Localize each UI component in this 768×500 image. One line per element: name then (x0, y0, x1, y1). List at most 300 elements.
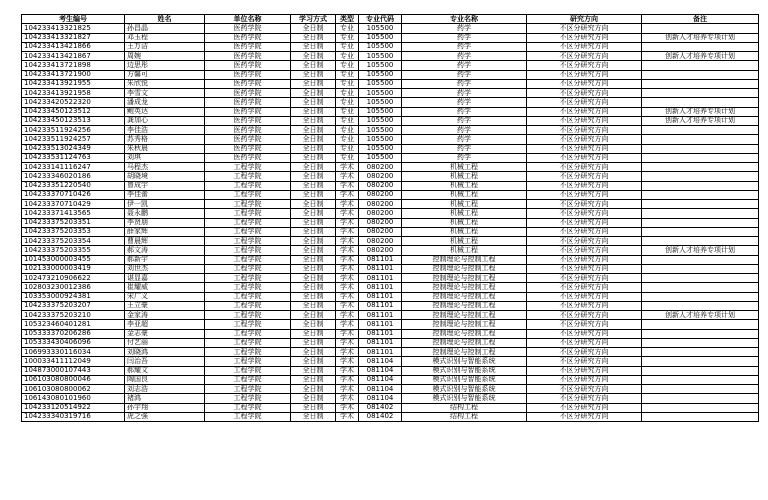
remarks-cell (642, 163, 759, 172)
unit-cell: 工程学院 (205, 274, 291, 283)
unit-cell: 工程学院 (205, 348, 291, 357)
type-cell: 专业 (336, 116, 359, 125)
major-name-cell: 结构工程 (402, 412, 527, 421)
unit-cell: 医药学院 (205, 153, 291, 162)
major-code-cell: 105500 (359, 61, 402, 70)
type-cell: 学术 (336, 320, 359, 329)
study-mode-cell: 全日制 (291, 98, 336, 107)
study-mode-cell: 全日制 (291, 394, 336, 403)
name-cell: 朱秋晨 (125, 144, 205, 153)
table-row (22, 172, 759, 181)
name-cell: 伊一凯 (125, 200, 205, 209)
name-cell: 苏秀格 (125, 135, 205, 144)
name-cell: 孙昌晶 (125, 24, 205, 33)
remarks-cell (642, 301, 759, 310)
major-name-cell: 机械工程 (402, 200, 527, 209)
unit-cell: 医药学院 (205, 79, 291, 88)
exam-id-cell: 104233413921955 (22, 79, 125, 88)
study-mode-cell: 全日制 (291, 181, 336, 190)
name-cell: 李雪文 (125, 89, 205, 98)
type-cell: 学术 (336, 227, 359, 236)
type-cell: 学术 (336, 357, 359, 366)
exam-id-cell: 102473210906622 (22, 274, 125, 283)
research-direction-cell: 不区分研究方向 (527, 33, 642, 42)
unit-cell: 工程学院 (205, 338, 291, 347)
name-cell: 曹晨辉 (125, 237, 205, 246)
unit-cell: 工程学院 (205, 218, 291, 227)
study-mode-cell: 全日制 (291, 24, 336, 33)
table-row (22, 98, 759, 107)
table-row (22, 301, 759, 310)
research-direction-cell: 不区分研究方向 (527, 403, 642, 412)
remarks-cell: 创新人才培养专项计划 (642, 246, 759, 255)
exam-id-cell: 104233413421867 (22, 52, 125, 61)
study-mode-cell: 全日制 (291, 172, 336, 181)
research-direction-cell: 不区分研究方向 (527, 61, 642, 70)
header-study-mode: 学习方式 (291, 15, 336, 24)
unit-cell: 医药学院 (205, 135, 291, 144)
name-cell: 刘志浩 (125, 385, 205, 394)
research-direction-cell: 不区分研究方向 (527, 385, 642, 394)
exam-id-cell: 104233413321827 (22, 33, 125, 42)
unit-cell: 医药学院 (205, 144, 291, 153)
major-name-cell: 模式识别与智能系统 (402, 385, 527, 394)
unit-cell: 医药学院 (205, 70, 291, 79)
type-cell: 学术 (336, 274, 359, 283)
research-direction-cell: 不区分研究方向 (527, 181, 642, 190)
table-row (22, 24, 759, 33)
exam-id-cell: 104233450123512 (22, 107, 125, 116)
study-mode-cell: 全日制 (291, 227, 336, 236)
study-mode-cell: 全日制 (291, 200, 336, 209)
unit-cell: 工程学院 (205, 311, 291, 320)
remarks-cell (642, 394, 759, 403)
research-direction-cell: 不区分研究方向 (527, 301, 642, 310)
unit-cell: 医药学院 (205, 42, 291, 51)
exam-id-cell: 104233351220540 (22, 181, 125, 190)
major-name-cell: 模式识别与智能系统 (402, 357, 527, 366)
exam-id-cell: 104233375203354 (22, 237, 125, 246)
table-row (22, 311, 759, 320)
name-cell: 鲍英达 (125, 107, 205, 116)
major-code-cell: 081104 (359, 366, 402, 375)
remarks-cell (642, 357, 759, 366)
exam-id-cell: 106143080101960 (22, 394, 125, 403)
major-code-cell: 081101 (359, 320, 402, 329)
study-mode-cell: 全日制 (291, 329, 336, 338)
research-direction-cell: 不区分研究方向 (527, 107, 642, 116)
exam-id-cell: 104233450123513 (22, 116, 125, 125)
major-name-cell: 机械工程 (402, 172, 527, 181)
study-mode-cell: 全日制 (291, 126, 336, 135)
name-cell: 郝文涛 (125, 246, 205, 255)
major-code-cell: 105500 (359, 33, 402, 42)
remarks-cell (642, 144, 759, 153)
unit-cell: 医药学院 (205, 107, 291, 116)
header-unit: 单位名称 (205, 15, 291, 24)
exam-id-cell: 105333430406096 (22, 338, 125, 347)
table-row (22, 79, 759, 88)
type-cell: 学术 (336, 172, 359, 181)
major-code-cell: 081402 (359, 412, 402, 421)
unit-cell: 医药学院 (205, 98, 291, 107)
admission-list-table (21, 14, 759, 422)
major-code-cell: 081101 (359, 283, 402, 292)
remarks-cell: 创新人才培养专项计划 (642, 33, 759, 42)
study-mode-cell: 全日制 (291, 338, 336, 347)
name-cell: 曾成宇 (125, 181, 205, 190)
remarks-cell (642, 200, 759, 209)
research-direction-cell: 不区分研究方向 (527, 98, 642, 107)
header-major-code: 专业代码 (359, 15, 402, 24)
type-cell: 学术 (336, 181, 359, 190)
unit-cell: 工程学院 (205, 237, 291, 246)
unit-cell: 工程学院 (205, 375, 291, 384)
major-code-cell: 105500 (359, 24, 402, 33)
type-cell: 学术 (336, 209, 359, 218)
major-code-cell: 081101 (359, 292, 402, 301)
remarks-cell: 创新人才培养专项计划 (642, 116, 759, 125)
major-name-cell: 药学 (402, 52, 527, 61)
header-row (22, 15, 759, 24)
type-cell: 学术 (336, 283, 359, 292)
major-name-cell: 药学 (402, 61, 527, 70)
table-row (22, 366, 759, 375)
name-cell: 崔耀威 (125, 283, 205, 292)
major-code-cell: 080200 (359, 227, 402, 236)
exam-id-cell: 104233420522320 (22, 98, 125, 107)
type-cell: 学术 (336, 394, 359, 403)
name-cell: 王立豪 (125, 301, 205, 310)
type-cell: 学术 (336, 292, 359, 301)
type-cell: 专业 (336, 70, 359, 79)
name-cell: 孙宇翔 (125, 403, 205, 412)
study-mode-cell: 全日制 (291, 348, 336, 357)
exam-id-cell: 104233375203207 (22, 301, 125, 310)
remarks-cell (642, 320, 759, 329)
major-name-cell: 药学 (402, 135, 527, 144)
type-cell: 专业 (336, 79, 359, 88)
remarks-cell (642, 348, 759, 357)
table-row (22, 329, 759, 338)
table-row (22, 52, 759, 61)
research-direction-cell: 不区分研究方向 (527, 357, 642, 366)
table-row (22, 338, 759, 347)
type-cell: 专业 (336, 107, 359, 116)
name-cell: 方馨可 (125, 70, 205, 79)
type-cell: 学术 (336, 264, 359, 273)
remarks-cell (642, 255, 759, 264)
remarks-cell (642, 274, 759, 283)
type-cell: 专业 (336, 89, 359, 98)
unit-cell: 工程学院 (205, 190, 291, 199)
major-code-cell: 105500 (359, 116, 402, 125)
table-row (22, 33, 759, 42)
unit-cell: 工程学院 (205, 181, 291, 190)
exam-id-cell: 103353000924381 (22, 292, 125, 301)
remarks-cell (642, 237, 759, 246)
remarks-cell (642, 227, 759, 236)
research-direction-cell: 不区分研究方向 (527, 311, 642, 320)
name-cell: 刘世杰 (125, 264, 205, 273)
study-mode-cell: 全日制 (291, 79, 336, 88)
remarks-cell (642, 366, 759, 375)
type-cell: 学术 (336, 301, 359, 310)
type-cell: 学术 (336, 338, 359, 347)
unit-cell: 工程学院 (205, 246, 291, 255)
study-mode-cell: 全日制 (291, 366, 336, 375)
name-cell: 朱欣悦 (125, 79, 205, 88)
remarks-cell: 创新人才培养专项计划 (642, 107, 759, 116)
exam-id-cell: 102803230012386 (22, 283, 125, 292)
type-cell: 学术 (336, 163, 359, 172)
study-mode-cell: 全日制 (291, 375, 336, 384)
type-cell: 学术 (336, 218, 359, 227)
name-cell: 闫治吾 (125, 357, 205, 366)
table-row (22, 42, 759, 51)
unit-cell: 医药学院 (205, 89, 291, 98)
type-cell: 学术 (336, 329, 359, 338)
unit-cell: 工程学院 (205, 329, 291, 338)
exam-id-cell: 104233370710429 (22, 200, 125, 209)
table-row (22, 385, 759, 394)
type-cell: 专业 (336, 61, 359, 70)
type-cell: 学术 (336, 246, 359, 255)
exam-id-cell: 104233375203351 (22, 218, 125, 227)
study-mode-cell: 全日制 (291, 320, 336, 329)
research-direction-cell: 不区分研究方向 (527, 144, 642, 153)
table-row (22, 61, 759, 70)
major-code-cell: 105500 (359, 42, 402, 51)
name-cell: 宋广义 (125, 292, 205, 301)
major-name-cell: 药学 (402, 107, 527, 116)
name-cell: 虎之强 (125, 412, 205, 421)
table-row (22, 107, 759, 116)
study-mode-cell: 全日制 (291, 144, 336, 153)
name-cell: 马程杰 (125, 163, 205, 172)
exam-id-cell: 106103080800046 (22, 375, 125, 384)
major-name-cell: 药学 (402, 89, 527, 98)
remarks-cell (642, 329, 759, 338)
major-code-cell: 081101 (359, 338, 402, 347)
remarks-cell (642, 98, 759, 107)
research-direction-cell: 不区分研究方向 (527, 135, 642, 144)
research-direction-cell: 不区分研究方向 (527, 329, 642, 338)
major-name-cell: 控制理论与控制工程 (402, 292, 527, 301)
study-mode-cell: 全日制 (291, 70, 336, 79)
major-code-cell: 080200 (359, 172, 402, 181)
type-cell: 专业 (336, 24, 359, 33)
exam-id-cell: 104233413321825 (22, 24, 125, 33)
major-code-cell: 105500 (359, 89, 402, 98)
research-direction-cell: 不区分研究方向 (527, 52, 642, 61)
research-direction-cell: 不区分研究方向 (527, 89, 642, 98)
major-name-cell: 结构工程 (402, 403, 527, 412)
table-row (22, 227, 759, 236)
study-mode-cell: 全日制 (291, 218, 336, 227)
remarks-cell (642, 79, 759, 88)
exam-id-cell: 105323460401281 (22, 320, 125, 329)
research-direction-cell: 不区分研究方向 (527, 79, 642, 88)
major-code-cell: 081104 (359, 375, 402, 384)
major-code-cell: 081101 (359, 264, 402, 273)
remarks-cell (642, 403, 759, 412)
research-direction-cell: 不区分研究方向 (527, 209, 642, 218)
unit-cell: 医药学院 (205, 116, 291, 125)
unit-cell: 医药学院 (205, 24, 291, 33)
research-direction-cell: 不区分研究方向 (527, 274, 642, 283)
unit-cell: 工程学院 (205, 209, 291, 218)
exam-id-cell: 104233346020186 (22, 172, 125, 181)
major-code-cell: 081104 (359, 394, 402, 403)
major-code-cell: 080200 (359, 181, 402, 190)
research-direction-cell: 不区分研究方向 (527, 163, 642, 172)
major-code-cell: 081104 (359, 357, 402, 366)
name-cell: 龚加心 (125, 116, 205, 125)
type-cell: 专业 (336, 153, 359, 162)
major-code-cell: 080200 (359, 237, 402, 246)
exam-id-cell: 104233531124763 (22, 153, 125, 162)
exam-id-cell: 104233413921958 (22, 89, 125, 98)
type-cell: 学术 (336, 200, 359, 209)
type-cell: 学术 (336, 385, 359, 394)
major-code-cell: 105500 (359, 52, 402, 61)
header-exam-id: 考生编号 (22, 15, 125, 24)
unit-cell: 工程学院 (205, 301, 291, 310)
major-code-cell: 081101 (359, 329, 402, 338)
unit-cell: 工程学院 (205, 163, 291, 172)
remarks-cell (642, 218, 759, 227)
study-mode-cell: 全日制 (291, 403, 336, 412)
type-cell: 学术 (336, 403, 359, 412)
table-row (22, 357, 759, 366)
type-cell: 学术 (336, 375, 359, 384)
exam-id-cell: 104233513024349 (22, 144, 125, 153)
table-row (22, 246, 759, 255)
remarks-cell (642, 135, 759, 144)
table-row (22, 181, 759, 190)
unit-cell: 工程学院 (205, 255, 291, 264)
table-row (22, 190, 759, 199)
unit-cell: 工程学院 (205, 292, 291, 301)
table-row (22, 394, 759, 403)
major-code-cell: 105500 (359, 70, 402, 79)
name-cell: 邓玉程 (125, 33, 205, 42)
type-cell: 专业 (336, 98, 359, 107)
table-row (22, 70, 759, 79)
remarks-cell (642, 61, 759, 70)
type-cell: 专业 (336, 52, 359, 61)
study-mode-cell: 全日制 (291, 274, 336, 283)
major-code-cell: 105500 (359, 79, 402, 88)
name-cell: 刘晓鸿 (125, 348, 205, 357)
research-direction-cell: 不区分研究方向 (527, 292, 642, 301)
major-code-cell: 081101 (359, 255, 402, 264)
major-code-cell: 081101 (359, 311, 402, 320)
type-cell: 学术 (336, 237, 359, 246)
name-cell: 潘成龙 (125, 98, 205, 107)
type-cell: 专业 (336, 126, 359, 135)
major-name-cell: 控制理论与控制工程 (402, 338, 527, 347)
research-direction-cell: 不区分研究方向 (527, 70, 642, 79)
research-direction-cell: 不区分研究方向 (527, 264, 642, 273)
study-mode-cell: 全日制 (291, 116, 336, 125)
table-row (22, 283, 759, 292)
exam-id-cell: 106993330116034 (22, 348, 125, 357)
name-cell: 付艺丽 (125, 338, 205, 347)
major-name-cell: 机械工程 (402, 227, 527, 236)
major-name-cell: 药学 (402, 144, 527, 153)
exam-id-cell: 104233371413565 (22, 209, 125, 218)
major-code-cell: 080200 (359, 218, 402, 227)
remarks-cell: 创新人才培养专项计划 (642, 52, 759, 61)
research-direction-cell: 不区分研究方向 (527, 246, 642, 255)
research-direction-cell: 不区分研究方向 (527, 172, 642, 181)
exam-id-cell: 104233370710426 (22, 190, 125, 199)
exam-id-cell: 104233375203210 (22, 311, 125, 320)
remarks-cell (642, 412, 759, 421)
research-direction-cell: 不区分研究方向 (527, 375, 642, 384)
name-cell: 边思彤 (125, 61, 205, 70)
major-name-cell: 控制理论与控制工程 (402, 348, 527, 357)
study-mode-cell: 全日制 (291, 209, 336, 218)
type-cell: 学术 (336, 366, 359, 375)
unit-cell: 医药学院 (205, 61, 291, 70)
research-direction-cell: 不区分研究方向 (527, 200, 642, 209)
major-name-cell: 控制理论与控制工程 (402, 329, 527, 338)
major-name-cell: 机械工程 (402, 237, 527, 246)
table-row (22, 264, 759, 273)
study-mode-cell: 全日制 (291, 135, 336, 144)
table-row (22, 153, 759, 162)
major-name-cell: 控制理论与控制工程 (402, 320, 527, 329)
name-cell: 刘琪 (125, 153, 205, 162)
major-code-cell: 105500 (359, 144, 402, 153)
exam-id-cell: 104233413421866 (22, 42, 125, 51)
study-mode-cell: 全日制 (291, 283, 336, 292)
type-cell: 学术 (336, 348, 359, 357)
unit-cell: 工程学院 (205, 385, 291, 394)
exam-id-cell: 104233340319716 (22, 412, 125, 421)
exam-id-cell: 102133000003419 (22, 264, 125, 273)
research-direction-cell: 不区分研究方向 (527, 153, 642, 162)
study-mode-cell: 全日制 (291, 246, 336, 255)
major-name-cell: 控制理论与控制工程 (402, 283, 527, 292)
study-mode-cell: 全日制 (291, 357, 336, 366)
type-cell: 专业 (336, 42, 359, 51)
remarks-cell (642, 42, 759, 51)
name-cell: 金家涛 (125, 311, 205, 320)
major-name-cell: 药学 (402, 42, 527, 51)
study-mode-cell: 全日制 (291, 255, 336, 264)
major-code-cell: 105500 (359, 126, 402, 135)
study-mode-cell: 全日制 (291, 33, 336, 42)
research-direction-cell: 不区分研究方向 (527, 24, 642, 33)
table-row (22, 144, 759, 153)
type-cell: 专业 (336, 33, 359, 42)
major-name-cell: 药学 (402, 33, 527, 42)
major-name-cell: 机械工程 (402, 163, 527, 172)
header-name: 姓名 (125, 15, 205, 24)
unit-cell: 工程学院 (205, 200, 291, 209)
research-direction-cell: 不区分研究方向 (527, 412, 642, 421)
research-direction-cell: 不区分研究方向 (527, 190, 642, 199)
remarks-cell (642, 375, 759, 384)
major-code-cell: 080200 (359, 163, 402, 172)
exam-id-cell: 104233375203355 (22, 246, 125, 255)
header-research-direction: 研究方向 (527, 15, 642, 24)
research-direction-cell: 不区分研究方向 (527, 366, 642, 375)
